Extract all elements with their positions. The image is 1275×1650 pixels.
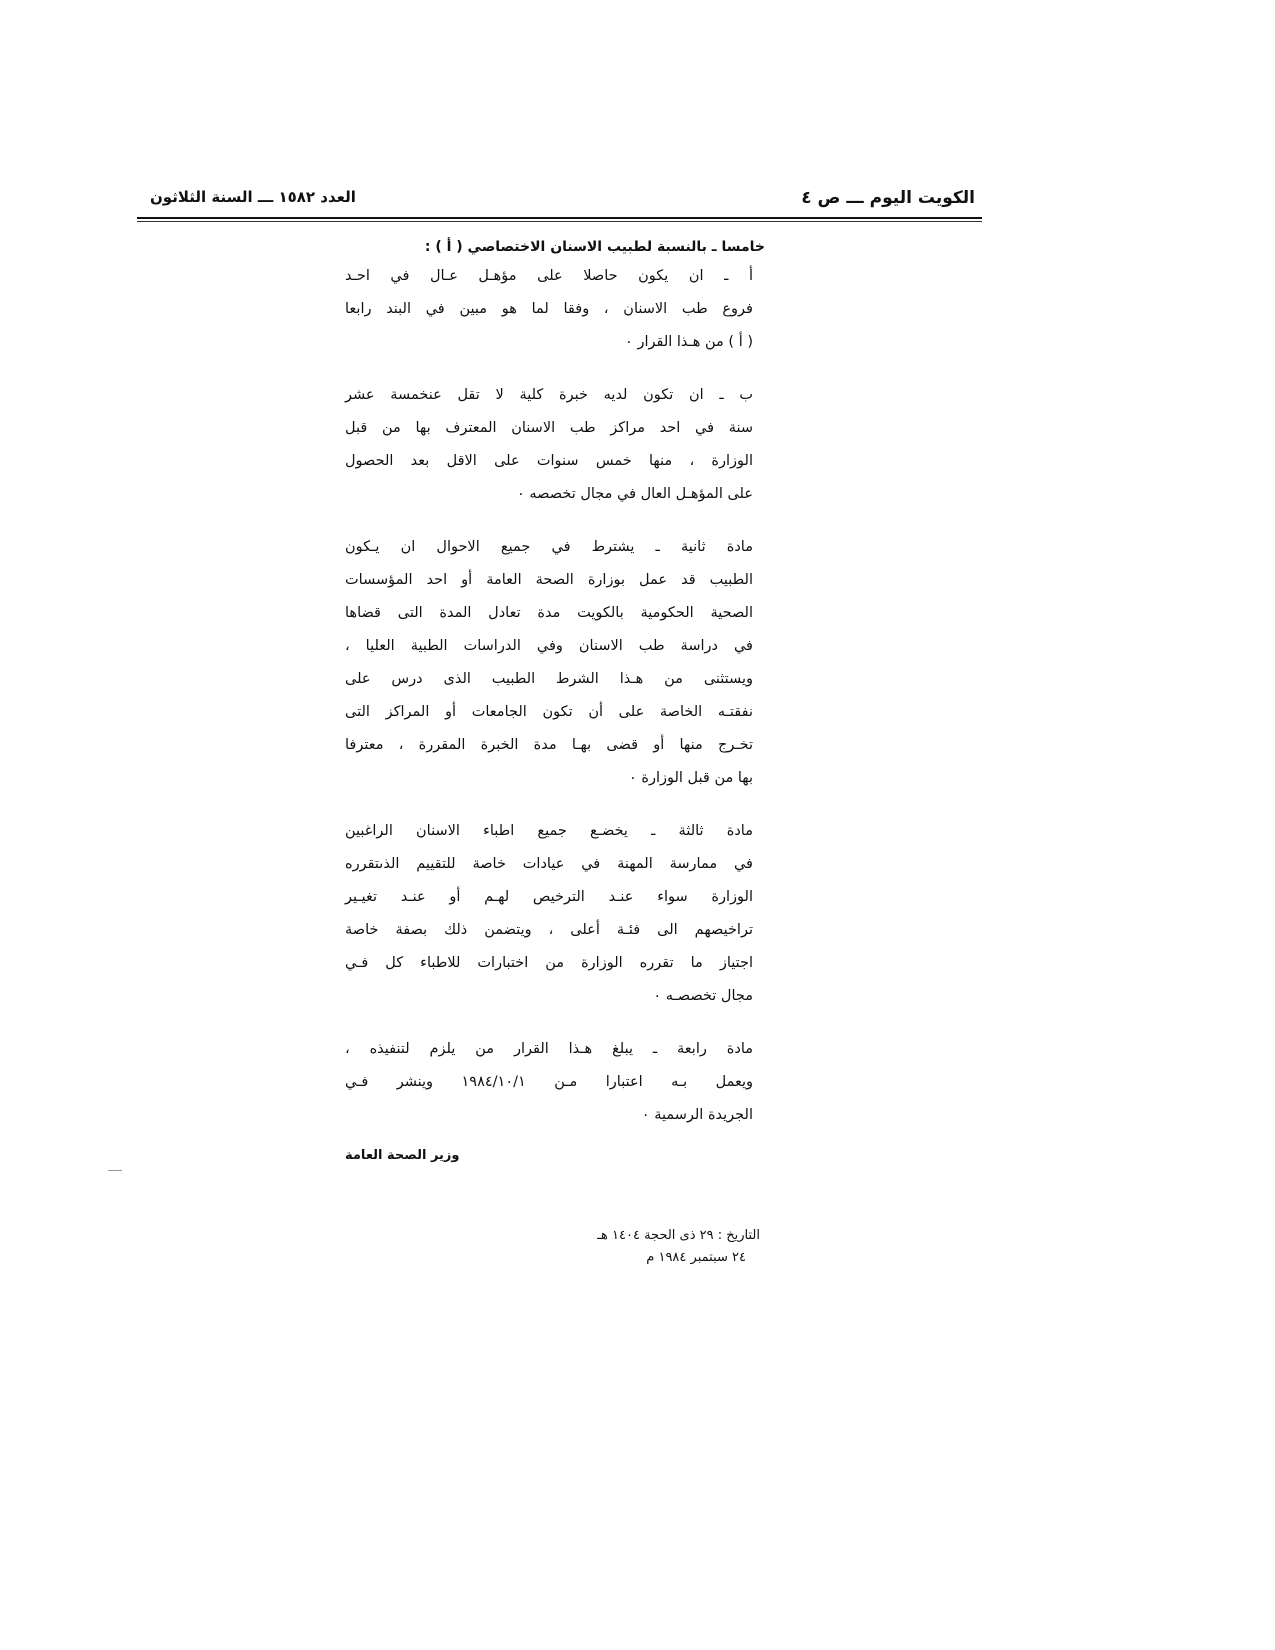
paragraph-line: بها من قبل الوزارة ٠ [628, 770, 753, 786]
page-header [140, 188, 975, 216]
hijri-date: التاريخ : ٢٩ ذى الحجة ١٤٠٤ هـ [597, 1228, 760, 1243]
paragraph-line: أ ـ ان يكون حاصلا على مؤهـل عـال في احـد [345, 268, 753, 284]
article-3 [345, 815, 765, 1013]
gregorian-date: ٢٤ سبتمبر ١٩٨٤ م [646, 1250, 746, 1265]
paragraph-line: في دراسة طب الاسنان وفي الدراسات الطبية العليا ، [345, 638, 753, 654]
paragraph-line: الطبيب قد عمل بوزارة الصحة العامة أو احد المؤسسات [345, 572, 753, 588]
paragraph-line: نفقتـه الخاصة على أن تكون الجامعات أو المراكز التى [345, 704, 753, 720]
paragraph-line: الوزارة سواء عنـد الترخيص لهـم أو عنـد تغيـير [345, 889, 753, 905]
header-issue-info: العدد ١٥٨٢ ـــ السنة الثلاثون [150, 188, 356, 206]
date-block [520, 1225, 760, 1269]
paragraph-line: ( أ ) من هـذا القرار ٠ [625, 334, 753, 350]
section-title: خامسا ـ بالنسبة لطبيب الاسنان الاختصاصي ( أ ) : [424, 239, 765, 255]
paragraph-line: الوزارة ، منها خمس سنوات على الاقل بعد الحصول [345, 453, 753, 469]
paragraph-line: اجتياز ما تقرره الوزارة من اختبارات للاطباء كل فـي [345, 955, 753, 971]
header-publication-title: الكويت اليوم ـــ ص ٤ [801, 188, 975, 208]
paragraph-line: فروع طب الاسنان ، وفقا لما هو مبين في البند رابعا [345, 301, 753, 317]
paragraph-line: ب ـ ان تكون لديه خبرة كلية لا تقل عنخمسة عشر [345, 387, 753, 403]
header-rule [137, 217, 982, 219]
margin-mark [108, 1170, 122, 1171]
paragraph-line: سنة في احد مراكز طب الاسنان المعترف بها من قبل [345, 420, 753, 436]
paragraph-line: مادة رابعة ـ يبلغ هـذا القرار من يلزم لتنفيذه ، [345, 1041, 753, 1057]
paragraph-line: الجريدة الرسمية ٠ [641, 1107, 753, 1123]
paragraph-line: على المؤهـل العال في مجال تخصصه ٠ [517, 486, 753, 502]
paragraph-b [345, 379, 765, 511]
paragraph-line: تراخيصهم الى فئـة أعلى ، ويتضمن ذلك بصفة خاصة [345, 922, 753, 938]
minister-signature: وزير الصحة العامة [345, 1148, 460, 1163]
article-2 [345, 531, 765, 795]
paragraph-line: ويستثنى من هـذا الشرط الطبيب الذى درس على [345, 671, 753, 687]
paragraph-a [345, 260, 765, 359]
paragraph-line: ويعمل بـه اعتبارا مـن ١٩٨٤/١٠/١ وينشر فـي [345, 1074, 753, 1090]
paragraph-line: في ممارسة المهنة في عيادات خاصة للتقييم الذىتقرره [345, 856, 753, 872]
paragraph-line: تخـرج منها أو قضى بهـا مدة الخبرة المقررة ، معترفا [345, 737, 753, 753]
article-4 [345, 1033, 765, 1132]
paragraph-line: مادة ثانية ـ يشترط في جميع الاحوال ان يـكون [345, 539, 753, 555]
paragraph-line: الصحية الحكومية بالكويت مدة تعادل المدة التى قضاها [345, 605, 753, 621]
paragraph-line: مادة ثالثة ـ يخضـع جميع اطباء الاسنان الراغبين [345, 823, 753, 839]
header-rule-thin [137, 221, 982, 222]
body-column [345, 236, 765, 1152]
paragraph-line: مجال تخصصـه ٠ [653, 988, 753, 1004]
